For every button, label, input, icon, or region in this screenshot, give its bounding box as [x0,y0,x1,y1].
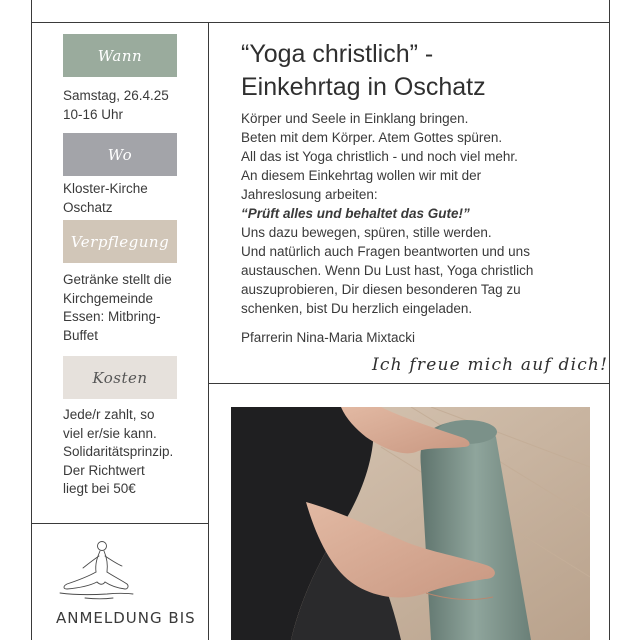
handwritten-greeting: Ich freue mich auf dich! [372,355,609,375]
main-divider-line [208,383,610,384]
wann-tag: Wann [63,34,177,77]
frame-top-line [31,22,610,23]
wo-text: Kloster-Kirche Oschatz [63,181,148,215]
frame-left-line [31,0,32,640]
registration-deadline: ANMELDUNG BIS [56,609,196,627]
frame-right-line [609,0,610,640]
signature: Pfarrerin Nina-Maria Mixtacki [241,330,416,345]
page-title: “Yoga christlich” - Einkehrtag in Oschatz [241,40,486,101]
verpflegung-tag: Verpflegung [63,220,177,263]
yoga-figure-icon [55,538,135,604]
invitation-body: Körper und Seele in Einklang bringen. Beten mit dem Körper. Atem Gottes spüren. All das ist Yoga christlich - und noch viel mehr. An diesem Einkehrtag wollen wir mit der Jahreslosung arbeiten: “Prüft alles und behaltet das Gute!” Uns dazu bewegen, spüren, stille werden. Und natürlich auch Fragen beantworten und uns austauschen. Wenn Du Lust hast, Yoga christlich auszuprobieren, Dir diesen besonderen Tag zu schenken, bist Du herzlich eingeladen. [241,109,601,318]
wo-tag: Wo [63,133,177,176]
kosten-text: Jede/r zahlt, so viel er/sie kann. Solidaritätsprinzip. Der Richtwert liegt bei 50€ [63,407,174,496]
kosten-tag: Kosten [63,356,177,399]
wann-text: Samstag, 26.4.25 10-16 Uhr [63,88,169,122]
column-divider-line [208,22,209,640]
verpflegung-text: Getränke stellt die Kirchgemeinde Essen: Mitbring- Buffet [63,272,172,343]
yoga-mat-photo [231,407,590,640]
annual-verse-quote: “Prüft alles und behaltet das Gute!” [241,206,470,221]
sidebar-divider-line [31,523,209,524]
